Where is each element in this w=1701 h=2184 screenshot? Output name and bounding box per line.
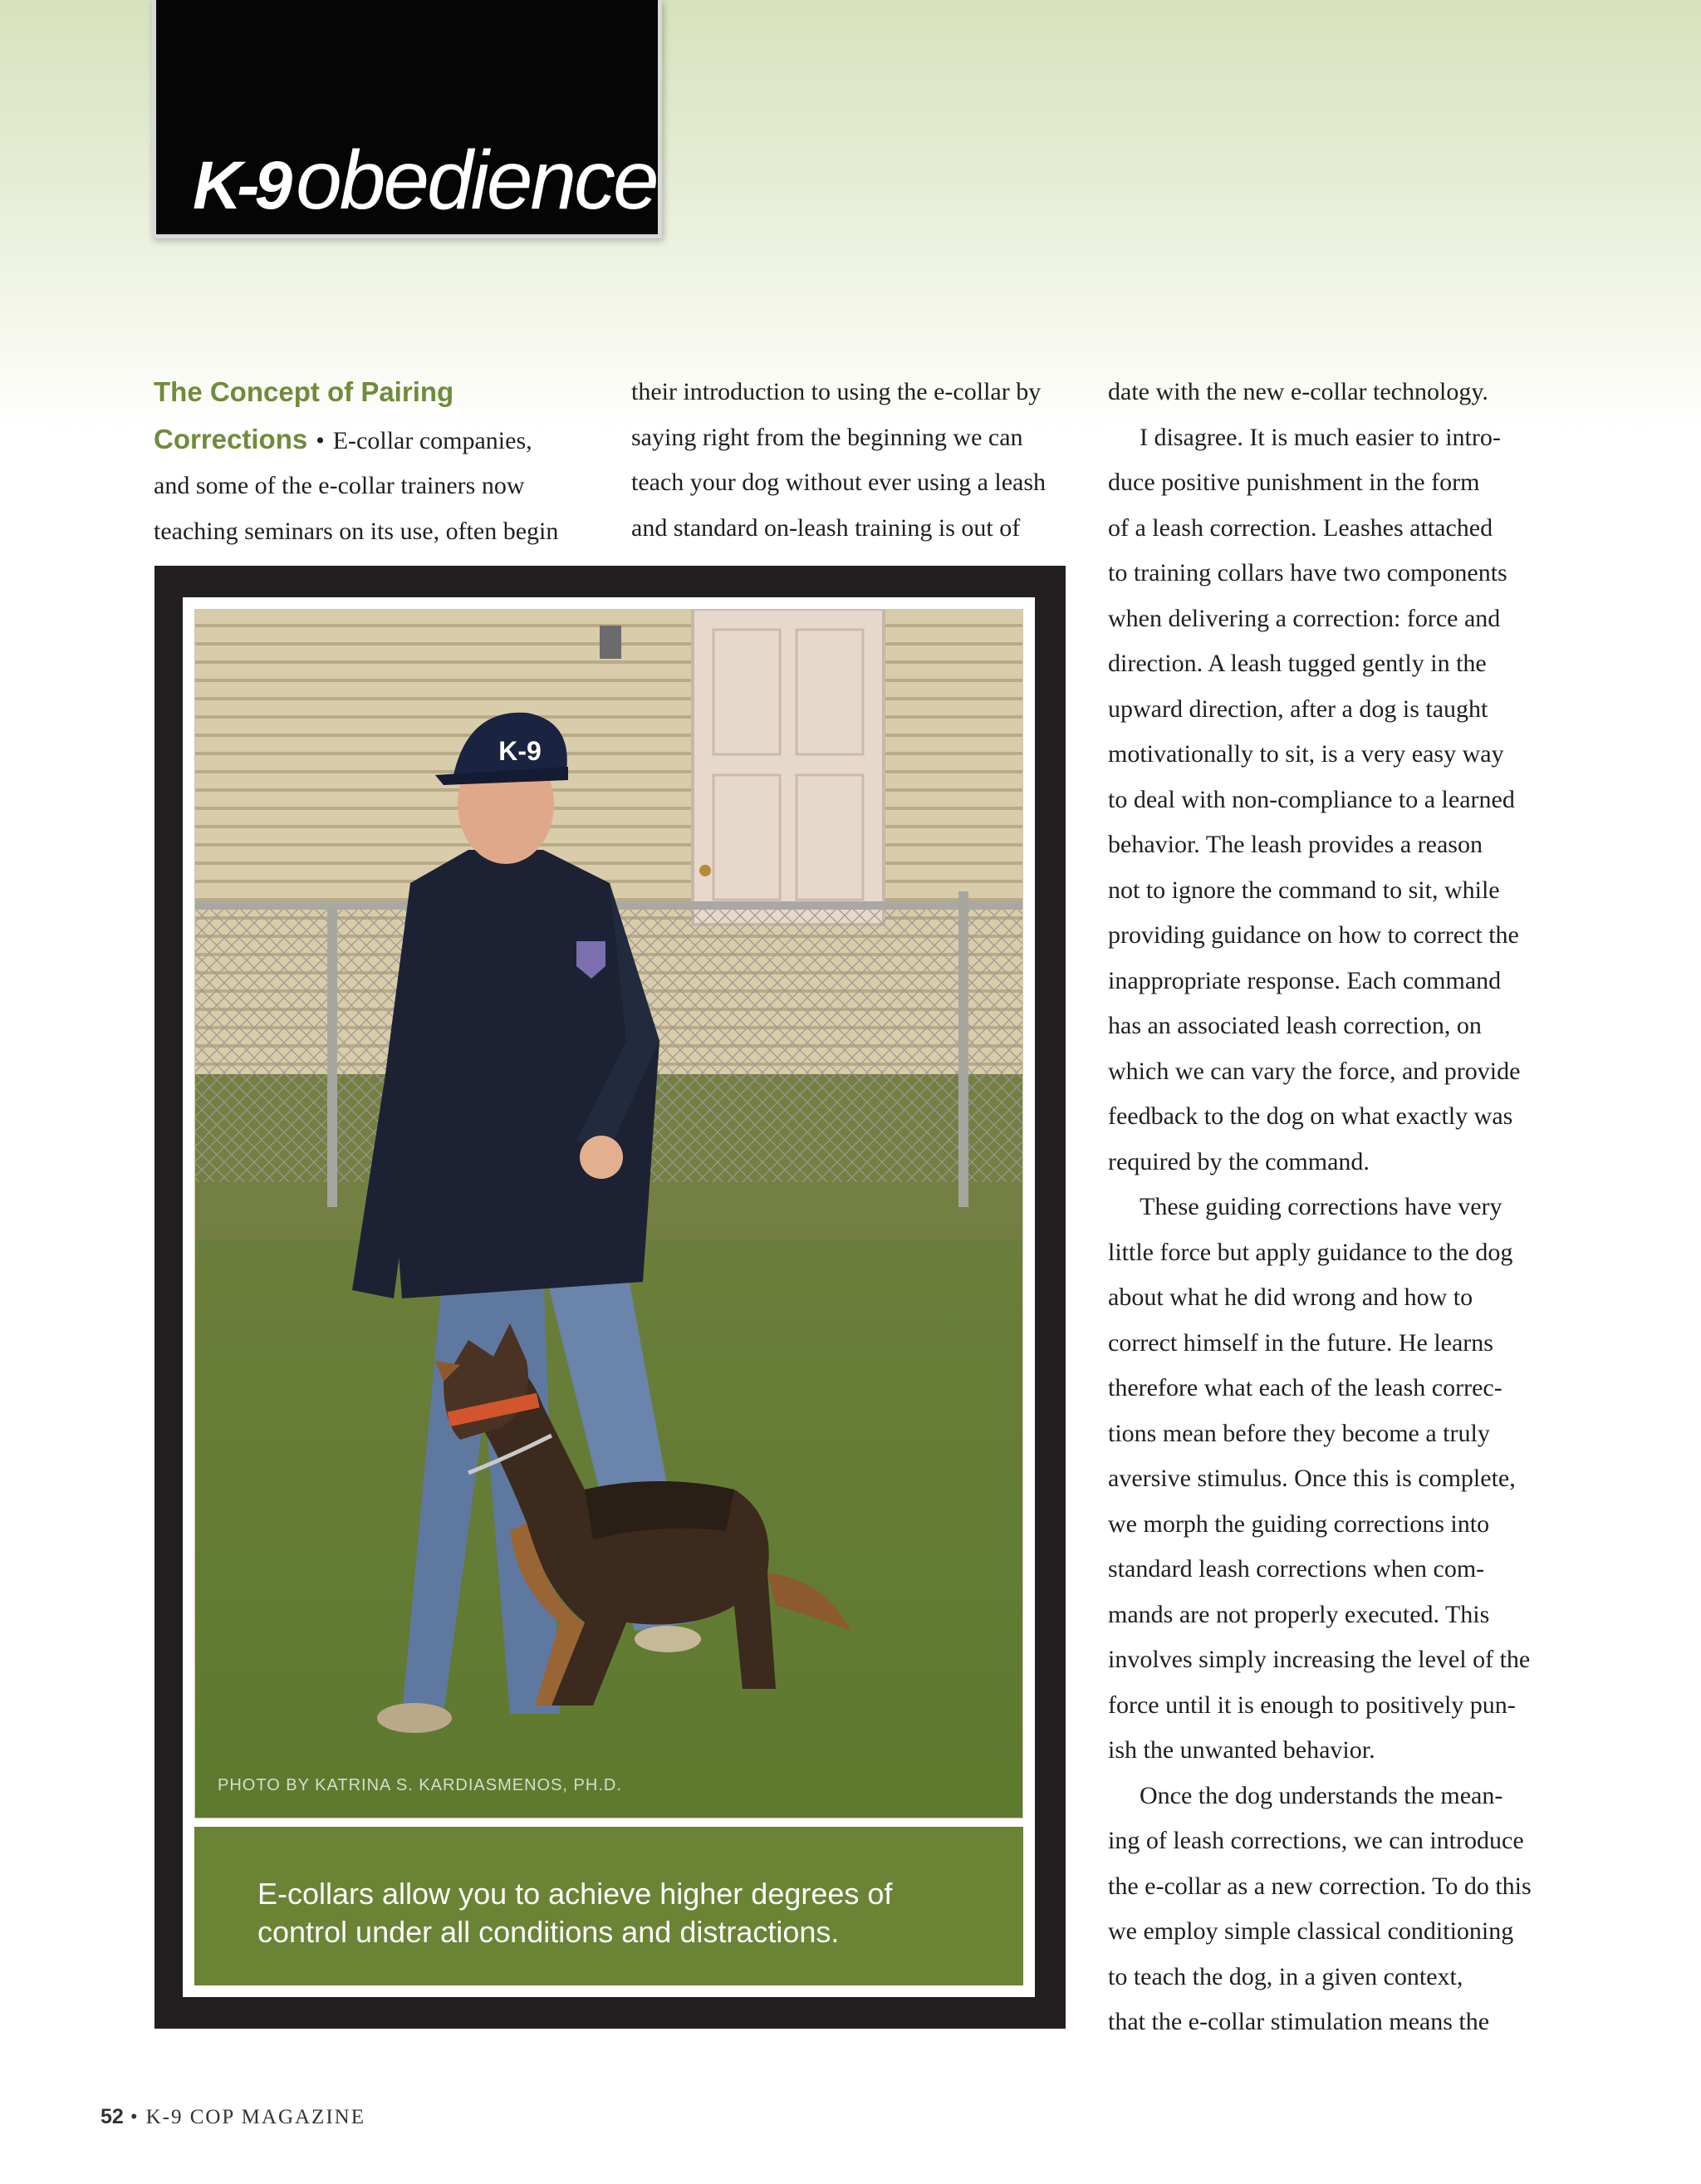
body-text-line: involves simply increasing the level of the (1108, 1646, 1531, 1673)
section-heading-line-1: The Concept of Pairing (154, 376, 454, 407)
body-text-line: their introduction to using the e-collar by (631, 378, 1042, 405)
article-column-3 (1108, 370, 1556, 2045)
photo-credit: PHOTO BY KATRINA S. KARDIASMENOS, PH.D. (218, 1776, 622, 1794)
heading-bullet: • (316, 426, 325, 454)
body-text-line: which we can vary the force, and provide (1108, 1057, 1521, 1085)
body-text-line: providing guidance on how to correct the (1108, 921, 1519, 949)
body-text-line: to teach the dog, in a given context, (1108, 1962, 1463, 1990)
body-text-line: inappropriate response. Each command (1108, 966, 1502, 994)
body-text-line: These guiding corrections have very (1140, 1193, 1502, 1220)
section-title: obedience (296, 134, 657, 227)
masthead-logo (193, 133, 657, 228)
page-footer (100, 2105, 365, 2129)
handler-and-dog-photo (194, 609, 1023, 1818)
column-line (154, 370, 594, 417)
body-text-line: tions mean before they become a truly (1108, 1419, 1490, 1447)
body-text-line: date with the new e-collar technology. (1108, 378, 1488, 405)
body-text-line: ish the unwanted behavior. (1108, 1736, 1375, 1764)
body-text-line: and standard on-leash training is out of (631, 513, 1021, 542)
body-text-line: Once the dog understands the mean- (1140, 1781, 1503, 1809)
column-line (154, 417, 594, 464)
section-masthead (152, 0, 662, 238)
body-text-line: saying right from the beginning we can (631, 423, 1023, 451)
body-text-line: not to ignore the command to sit, while (1108, 876, 1500, 904)
body-text-line: mands are not properly executed. This (1108, 1600, 1490, 1628)
body-text-line: E-collar companies, (332, 426, 532, 454)
body-text-line: about what he did wrong and how to (1108, 1283, 1473, 1311)
k9-logo: K-9 (193, 148, 288, 223)
body-text-line: the e-collar as a new correction. To do this (1108, 1872, 1532, 1900)
magazine-name: K-9 COP MAGAZINE (145, 2106, 365, 2128)
body-text-line: to training collars have two components (1108, 559, 1507, 586)
footer-bullet: • (130, 2106, 140, 2128)
photo-caption: E-collars allow you to achieve higher degrees of control under all conditions and distractions. (257, 1877, 893, 1949)
body-text-line: correct himself in the future. He learns (1108, 1328, 1493, 1357)
body-text-line: ing of leash corrections, we can introduce (1108, 1827, 1524, 1854)
body-text-line: behavior. The leash provides a reason (1108, 831, 1483, 858)
caption-band (194, 1827, 1023, 1985)
body-text-line: to deal with non-compliance to a learned (1108, 785, 1515, 813)
article-column-1 (154, 370, 594, 554)
body-text-line: I disagree. It is much easier to intro- (1140, 423, 1501, 451)
body-text-line: force until it is enough to positively pun- (1108, 1691, 1516, 1719)
body-text-line: teaching seminars on its use, often begin (154, 517, 559, 545)
section-heading-line-2: Corrections (154, 423, 308, 454)
body-text-line: aversive stimulus. Once this is complete, (1108, 1465, 1516, 1492)
body-text-line: of a leash correction. Leashes attached (1108, 513, 1493, 542)
body-text-line: when delivering a correction: force and (1108, 604, 1501, 632)
body-text-line: teach your dog without ever using a leash (631, 469, 1047, 496)
article-column-2 (631, 370, 1084, 551)
body-text-line: upward direction, after a dog is taught (1108, 694, 1488, 723)
body-text-line: and some of the e-collar trainers now (154, 472, 525, 499)
body-text-line: we employ simple classical conditioning (1108, 1917, 1514, 1945)
cap-logo-text: K-9 (498, 736, 542, 766)
body-text-line: that the e-collar stimulation means the (1108, 2008, 1490, 2035)
body-text-line: has an associated leash correction, on (1108, 1012, 1482, 1039)
photo-frame (154, 566, 1066, 2029)
body-text-line: motivationally to sit, is a very easy way (1108, 740, 1504, 768)
body-text-line: therefore what each of the leash correc- (1108, 1374, 1502, 1401)
body-text-line: little force but apply guidance to the dog (1108, 1238, 1513, 1266)
photo-mat (183, 597, 1035, 1997)
page-number: 52 (100, 2105, 124, 2128)
body-text-line: feedback to the dog on what exactly was (1108, 1102, 1513, 1130)
body-text-line: direction. A leash tugged gently in the (1108, 650, 1487, 677)
body-text-line: standard leash corrections when com- (1108, 1555, 1485, 1583)
body-text-line: required by the command. (1108, 1147, 1370, 1175)
body-text-line: duce positive punishment in the form (1108, 469, 1480, 496)
body-text-line: we morph the guiding corrections into (1108, 1509, 1490, 1538)
